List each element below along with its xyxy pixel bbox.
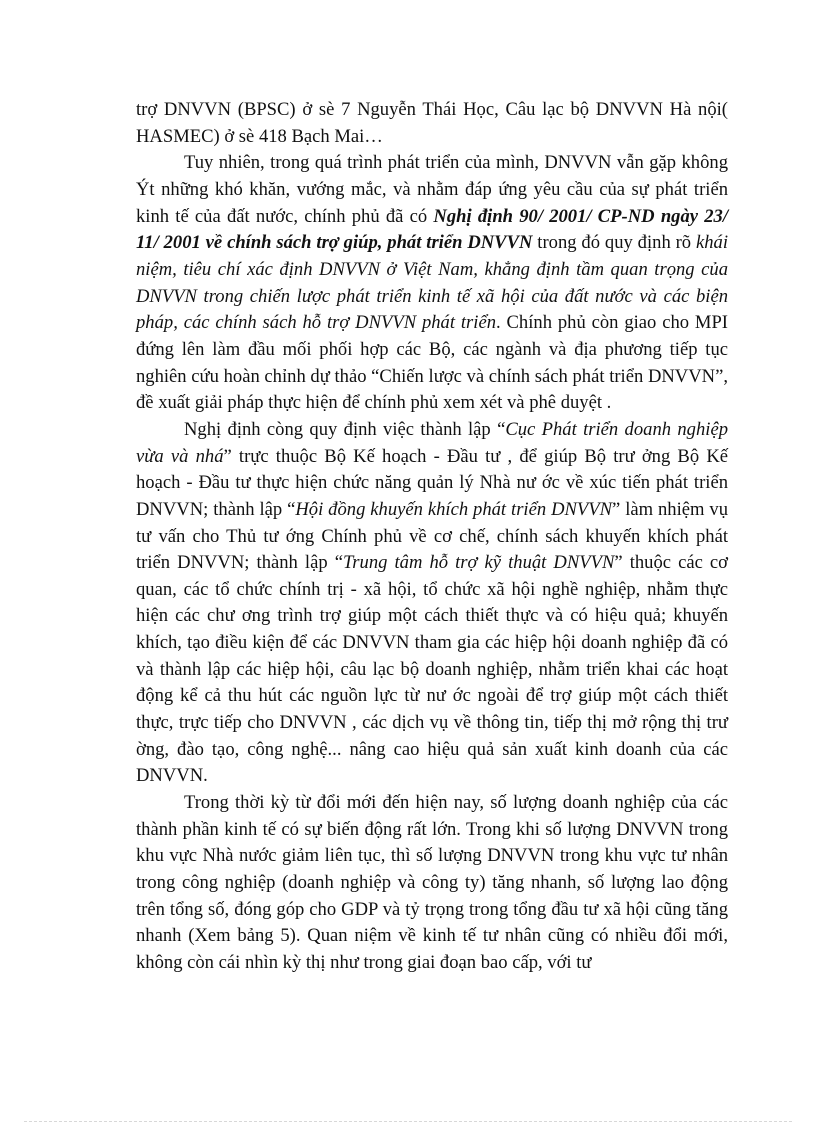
decree-content-italic: khái niệm, tiêu chí xác định DNVVN ở Việt Nam, khẳng định tầm quan trọng của DNVVN trong chiến lược phát triển kinh tế xã hội của đất nước và các biện pháp, các chính sách hỗ trợ DNVVN phát triển: [136, 232, 729, 334]
paragraph-1-text: trợ DNVVN (BPSC) ở sè 7 Nguyễn Thái Học, Câu lạc bộ DNVVN Hà nội( HASMEC) ở sè 418 Bạch Mai…: [136, 99, 728, 147]
paragraph-3-text-1: Nghị định còng quy định việc thành lập “: [184, 418, 506, 440]
agency-name-italic: Cục Phát triển doanh nghiệp vừa và nhá: [136, 418, 728, 467]
paragraph-3: [136, 417, 728, 790]
paragraph-3-text-2: ” trực thuộc Bộ Kế hoạch - Đầu tư , để giúp Bộ trư ởng Bộ Kế hoạch - Đầu tư thực hiện chức năng quản lý Nhà nư ớc về xúc tiến phát triển DNVVN; thành lập “: [136, 445, 728, 520]
council-name-italic: Hội đồng khuyến khích phát triển DNVVN: [295, 498, 613, 520]
paragraph-2: [136, 150, 728, 417]
paragraph-2-text-1: Tuy nhiên, trong quá trình phát triển của mình, DNVVN vẫn gặp không Ýt những khó khăn, vướng mắc, và nhằm đáp ứng yêu cầu của sự phát triển kinh tế của đất nước, chính phủ đã có: [136, 152, 728, 227]
paragraph-1: [136, 97, 728, 150]
body-text: [136, 97, 728, 977]
paragraph-3-text-4: ” thuộc các cơ quan, các tổ chức chính trị - xã hội, tổ chức xã hội nghề nghiệp, nhằm thực hiện các chư ơng trình trợ giúp một cách thiết thực và có hiệu quả; khuyến khích, tạo điều kiện để các DNVVN tham gia các hiệp hội doanh nghiệp đã có và thành lập các hiệp hội, câu lạc bộ doanh nghiệp, nhằm triển khai các hoạt động kể cả thu hút các nguồn lực từ nư ớc ngoài để trợ giúp một cách thiết thực, trực tiếp cho DNVVN , các dịch vụ về thông tin, tiếp thị mở rộng thị trư ờng, đào tạo, công nghệ... nâng cao hiệu quả sản xuất kinh doanh của các DNVVN.: [136, 552, 728, 787]
paragraph-3-text-3: ” làm nhiệm vụ tư vấn cho Thủ tư ớng Chính phủ về cơ chế, chính sách khuyến khích phát triển DNVVN; thành lập “: [136, 498, 728, 574]
paragraph-2-text-2: trong đó quy định rõ: [532, 232, 696, 254]
page-bottom-divider: [24, 1121, 792, 1122]
paragraph-4-text: Trong thời kỳ từ đổi mới đến hiện nay, số lượng doanh nghiệp của các thành phần kinh tế có sự biến động rất lớn. Trong khi số lượng DNVVN trong khu vực Nhà nước giảm liên tục, thì số lượng DNVVN trong khu vực tư nhân trong công nghiệp (doanh nghiệp và công ty) tăng nhanh, số lượng lao động trên tổng số, đóng góp cho GDP và tỷ trọng trong tổng đầu tư xã hội cũng tăng nhanh (Xem bảng 5). Quan niệm về kinh tế tư nhân cũng có nhiều đổi mới, không còn cái nhìn kỳ thị như trong giai đoạn bao cấp, với tư: [136, 792, 728, 973]
paragraph-4: [136, 790, 728, 977]
decree-reference: Nghị định 90/ 2001/ CP-ND ngày 23/ 11/ 2001 về chính sách trợ giúp, phát triển DNVVN: [136, 205, 728, 254]
center-name-italic: Trung tâm hỗ trợ kỹ thuật DNVVN: [342, 552, 615, 574]
paragraph-2-text-3: . Chính phủ còn giao cho MPI đứng lên làm đầu mối phối hợp các Bộ, các ngành và địa phương tiếp tục nghiên cứu hoàn chỉnh dự thảo “Chiến lược và chính sách phát triển DNVVN”, đề xuất giải pháp thực hiện để chính phủ xem xét và phê duyệt .: [136, 312, 728, 414]
